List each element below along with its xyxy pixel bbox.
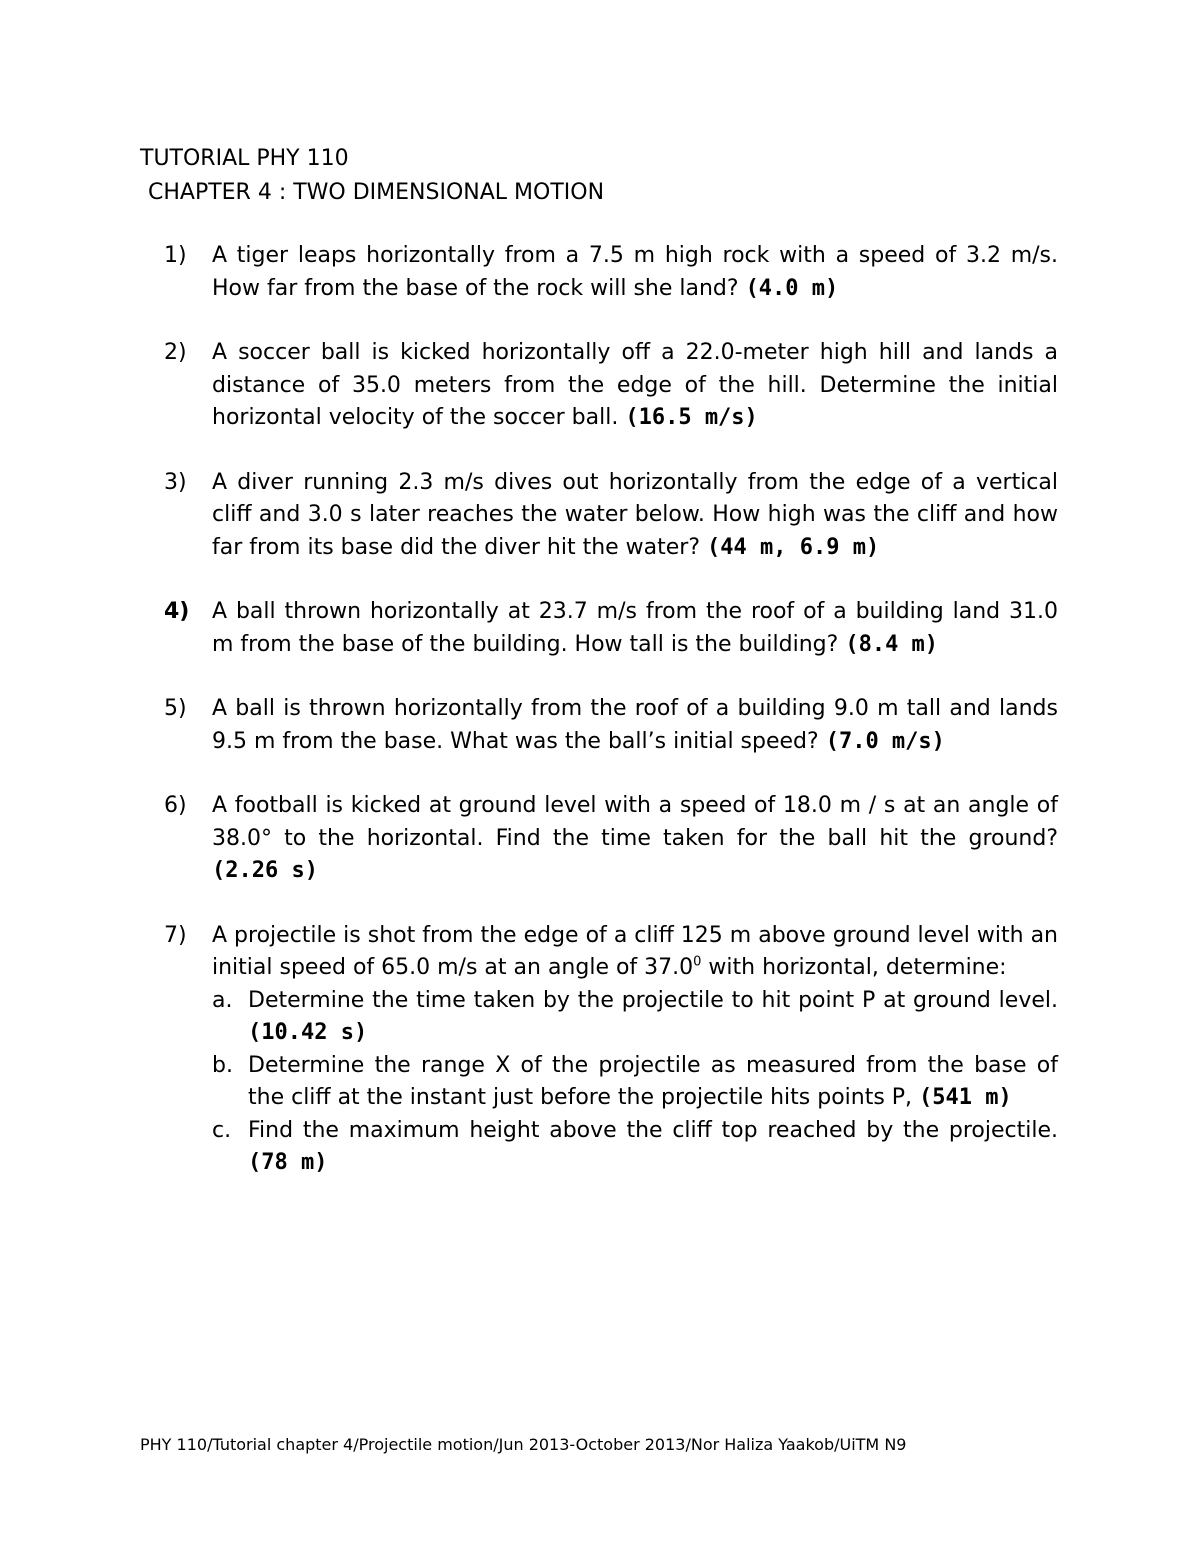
sub-question-body: [248, 1115, 1058, 1180]
question-body: [212, 790, 1058, 888]
question-5: [164, 693, 1058, 758]
sub-question-text: Determine the range X of the projectile as measured from the base of the cliff at the instant just before the projectile hits points P,: [248, 1052, 1058, 1110]
sub-question-body: [248, 985, 1058, 1050]
question-list: [164, 240, 1058, 1212]
question-number: 3): [164, 469, 187, 495]
question-answer: (8.4 m): [845, 631, 939, 657]
chapter-title: CHAPTER 4 : TWO DIMENSIONAL MOTION: [148, 180, 605, 205]
question-answer: (7.0 m/s): [825, 728, 945, 754]
question-answer: (4.0 m): [745, 275, 839, 301]
question-number: 2): [164, 340, 187, 365]
sub-question-text: Find the maximum height above the cliff top reached by the projectile.: [248, 1117, 1058, 1143]
sub-question-b: [178, 1050, 1058, 1115]
sub-question-body: [248, 1050, 1058, 1115]
sub-question-text: Determine the time taken by the projectile to hit point P at ground level.: [248, 987, 1058, 1013]
tutorial-title: TUTORIAL PHY 110: [140, 146, 349, 171]
question-text-cont: with horizontal, determine:: [701, 955, 1007, 980]
document-header: [140, 142, 604, 210]
question-number: 4): [164, 599, 190, 624]
question-3: [164, 467, 1058, 565]
sub-question-answer: (541 m): [919, 1085, 1012, 1110]
question-body: [212, 920, 1058, 1180]
question-text: A diver running 2.3 m/s dives out horizontally from the edge of a vertical cliff and 3.0 s later reaches the water below. How high was the cliff and how far from its base did the diver hit the water?: [212, 469, 1058, 560]
question-body: [212, 596, 1058, 661]
question-answer: (16.5 m/s): [625, 405, 758, 430]
question-text: A ball thrown horizontally at 23.7 m/s from the roof of a building land 31.0 m from the base of the building. How tall is the building?: [212, 599, 1058, 657]
question-body: [212, 693, 1058, 758]
question-1: [164, 240, 1058, 305]
question-4: [164, 596, 1058, 661]
question-6: [164, 790, 1058, 888]
question-2: [164, 337, 1058, 435]
question-number: 6): [164, 793, 187, 818]
question-text: A soccer ball is kicked horizontally off a 22.0-meter high hill and lands a distance of 35.0 meters from the edge of the hill. Determine the initial horizontal velocity of the soccer ball.: [212, 340, 1058, 430]
question-7: [164, 920, 1058, 1180]
question-text: A projectile is shot from the edge of a cliff 125 m above ground level with an initial speed of 65.0 m/s at an angle of 37.0: [212, 922, 1058, 980]
question-text: A ball is thrown horizontally from the roof of a building 9.0 m tall and lands 9.5 m from the base. What was the ball’s initial speed?: [212, 696, 1058, 754]
page-footer: PHY 110/Tutorial chapter 4/Projectile motion/Jun 2013-October 2013/Nor Haliza Yaakob/UiTM N9: [140, 1435, 907, 1454]
question-stem: [212, 920, 1058, 985]
question-answer: (44 m, 6.9 m): [707, 534, 880, 560]
question-text: A tiger leaps horizontally from a 7.5 m high rock with a speed of 3.2 m/s. How far from the base of the rock will she land?: [212, 243, 1058, 301]
question-body: [212, 467, 1058, 565]
sub-question-label: a.: [212, 987, 233, 1013]
sub-question-a: [178, 985, 1058, 1050]
sub-question-list: [212, 985, 1058, 1180]
sub-question-answer: (78 m): [248, 1150, 328, 1175]
question-text: A football is kicked at ground level with a speed of 18.0 m / s at an angle of 38.0° to the horizontal. Find the time taken for the ball hit the ground?: [212, 793, 1058, 851]
question-body: [212, 240, 1058, 305]
question-body: [212, 337, 1058, 435]
sub-question-label: c.: [212, 1117, 232, 1143]
question-number: 5): [164, 696, 187, 721]
sub-question-label: b.: [212, 1052, 233, 1078]
question-answer: (2.26 s): [212, 858, 318, 883]
question-number: 1): [164, 243, 187, 268]
sub-question-answer: (10.42 s): [248, 1020, 368, 1045]
degree-superscript: 0: [693, 954, 702, 970]
sub-question-c: [178, 1115, 1058, 1180]
question-number: 7): [164, 922, 187, 948]
